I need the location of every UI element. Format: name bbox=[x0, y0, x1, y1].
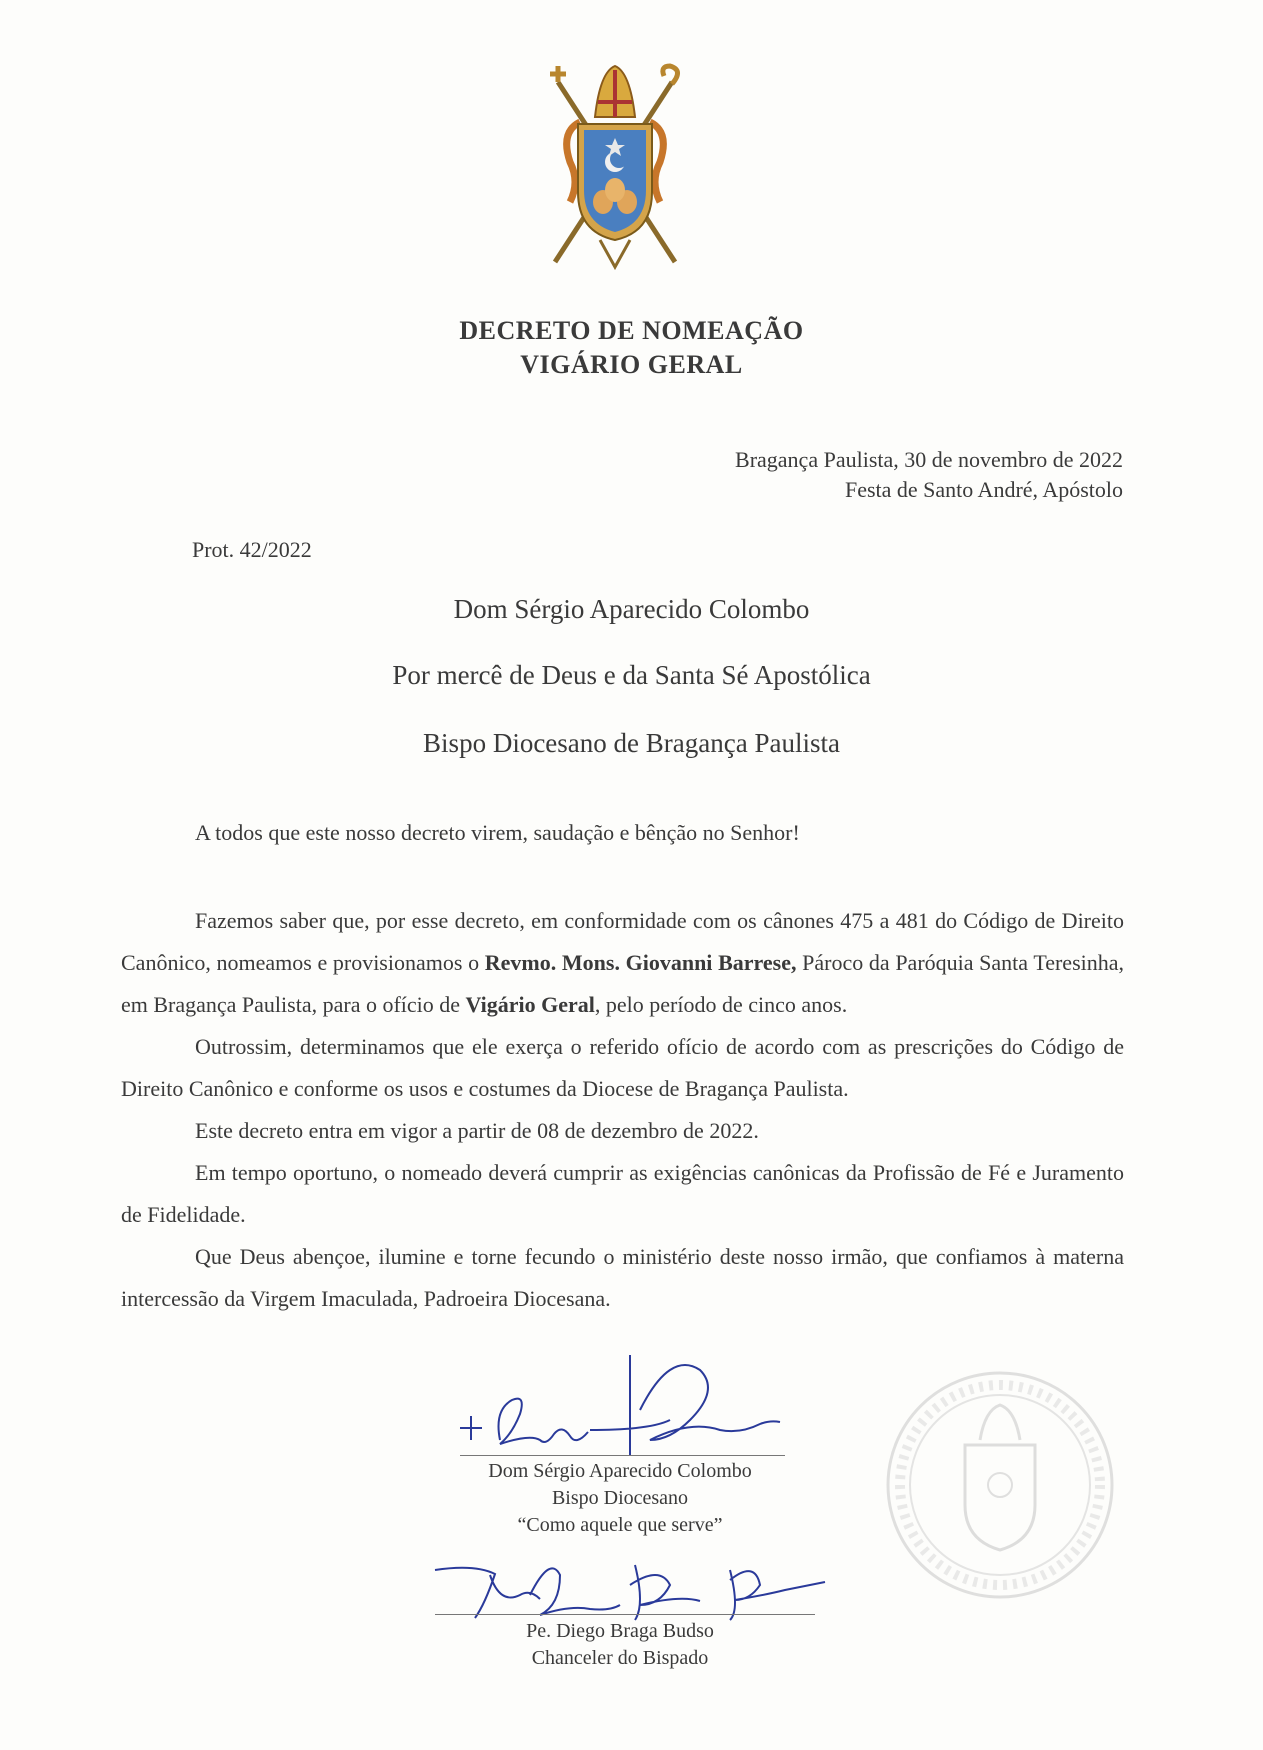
chancellor-signature-line bbox=[435, 1614, 815, 1615]
decree-body bbox=[121, 900, 1124, 1320]
protocol-number: Prot. 42/2022 bbox=[192, 537, 312, 562]
issuer-grace: Por mercê de Deus e da Santa Sé Apostólica bbox=[392, 660, 871, 690]
issuer-office: Bispo Diocesano de Bragança Paulista bbox=[423, 728, 840, 758]
body-paragraph-effective-date: Este decreto entra em vigor a partir de 08 de dezembro de 2022. bbox=[195, 1118, 759, 1143]
bishop-name: Dom Sérgio Aparecido Colombo bbox=[488, 1460, 752, 1482]
body-text: Fazemos saber que, por esse decreto, em conformidade com os cânones 475 a 481 do Código de Direito Canônico, nomeamos e provisionamos o bbox=[121, 908, 1124, 975]
diocesan-seal-icon bbox=[880, 1365, 1120, 1605]
decree-subtitle: VIGÁRIO GERAL bbox=[520, 350, 743, 379]
bishop-signature-icon bbox=[440, 1350, 820, 1470]
office-name: Vigário Geral bbox=[465, 992, 595, 1017]
body-paragraph-appointment bbox=[121, 900, 1124, 1026]
coat-of-arms-icon bbox=[540, 62, 690, 272]
greeting: A todos que este nosso decreto virem, saudação e bênção no Senhor! bbox=[195, 820, 800, 845]
body-paragraph-duties: Outrossim, determinamos que ele exerça o referido ofício de acordo com as prescrições do Código de Direito Canônico e conforme os usos e costumes da Diocese de Bragança Paulista. bbox=[121, 1034, 1124, 1101]
appointee-name: Revmo. Mons. Giovanni Barrese, bbox=[484, 950, 797, 975]
decree-title: DECRETO DE NOMEAÇÃO bbox=[459, 316, 804, 345]
dateline-date: Bragança Paulista, 30 de novembro de 2022 bbox=[735, 447, 1123, 472]
issuer-name: Dom Sérgio Aparecido Colombo bbox=[453, 594, 810, 624]
body-text: Pároco da Paróquia Santa Teresinha, em Bragança Paulista, para o ofício de bbox=[121, 950, 1125, 1017]
dateline-feast: Festa de Santo André, Apóstolo bbox=[844, 477, 1123, 502]
body-text: , pelo período de cinco anos. bbox=[594, 992, 848, 1017]
bishop-title: Bispo Diocesano bbox=[551, 1487, 689, 1509]
bishop-signature-line bbox=[460, 1455, 785, 1456]
chancellor-title: Chanceler do Bispado bbox=[531, 1647, 709, 1669]
bishop-motto: “Como aquele que serve” bbox=[517, 1514, 723, 1536]
body-paragraph-oath: Em tempo oportuno, o nomeado deverá cumprir as exigências canônicas da Profissão de Fé e Juramento de Fidelidade. bbox=[121, 1160, 1124, 1227]
body-paragraph-blessing: Que Deus abençoe, ilumine e torne fecundo o ministério deste nosso irmão, que confiamos à materna intercessão da Virgem Imaculada, Padroeira Diocesana. bbox=[121, 1244, 1124, 1311]
chancellor-name: Pe. Diego Braga Budso bbox=[526, 1620, 714, 1642]
